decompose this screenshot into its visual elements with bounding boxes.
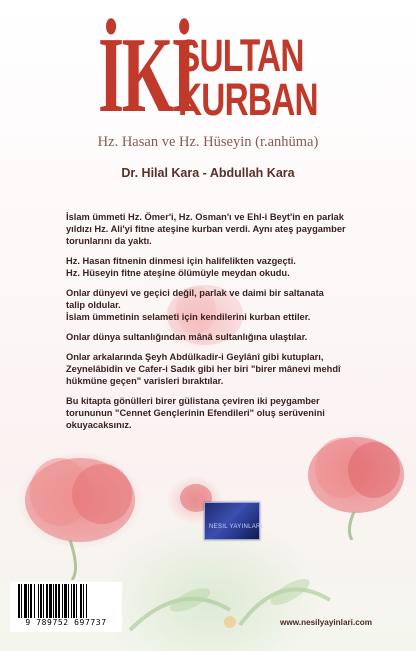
barcode-bar bbox=[43, 584, 44, 618]
title-sultan: SULTAN bbox=[178, 30, 304, 81]
blurb-paragraph bbox=[66, 396, 366, 431]
title-iki: İKİ bbox=[98, 16, 195, 135]
barcode-bar bbox=[62, 584, 63, 618]
blurb-line: Onlar dünya sultanlığından mânâ sultanlığına ulaştılar. bbox=[66, 331, 308, 342]
blurb-line: hükmüne geçen" varisleri bıraktılar. bbox=[66, 375, 224, 386]
blurb-line: okuyacaksınız. bbox=[66, 419, 132, 430]
hologram-sticker bbox=[204, 502, 263, 540]
blurb-line: Bu kitapta gönülleri birer gülistana çeviren iki peygamber bbox=[66, 396, 320, 407]
barcode-bar bbox=[68, 584, 69, 618]
barcode-bar bbox=[53, 584, 54, 618]
blurb-line: İslam ümmeti Hz. Ömer'i, Hz. Osman'ı ve Ehl-i Beyt'in en parlak bbox=[66, 212, 344, 222]
isbn-number: 9 789752 697737 bbox=[25, 618, 107, 627]
barcode-bar bbox=[73, 584, 75, 618]
barcode-bar bbox=[86, 584, 87, 618]
blurb-line: Onlar arkalarında Şeyh Abdülkadir-i Geylânî gibi kutupları, bbox=[66, 352, 324, 363]
barcode-bar bbox=[18, 584, 20, 618]
title-block bbox=[0, 0, 416, 135]
sticker-label: NESIL YAYINLARI bbox=[209, 524, 263, 530]
barcode-bar bbox=[46, 584, 48, 618]
barcode-bar bbox=[71, 584, 72, 618]
blurb-line: torununun "Cennet Gençlerinin Efendileri" oluş serüvenini bbox=[66, 407, 325, 418]
title-kurban: KURBAN bbox=[178, 74, 318, 125]
blurb-paragraph bbox=[66, 288, 366, 323]
blurb-line: Onlar dünyevi ve geçici değil, parlak ve daimi bir saltanata bbox=[66, 287, 324, 298]
blurb-line: yıldızı Hz. Ali'yi fitne ateşine kurban verdi. Aynı ateş paygamber bbox=[66, 223, 346, 234]
blurb-line: talip oldular. bbox=[66, 299, 121, 310]
barcode-bar bbox=[49, 584, 52, 618]
barcode-bar bbox=[30, 584, 32, 618]
barcode-bar bbox=[76, 584, 77, 618]
barcode-bar bbox=[28, 584, 29, 618]
blurb-line: Hz. Hasan fitnenin dinmesi için halifelikten vazgeçti. bbox=[66, 255, 296, 266]
book-subtitle: Hz. Hasan ve Hz. Hüseyin (r.anhüma) bbox=[97, 134, 319, 150]
blurb-line: İslam ümmetinin selameti için kendilerini kurban ettiler. bbox=[66, 311, 311, 322]
back-cover-blurb bbox=[66, 212, 366, 440]
publisher-website: www.nesilyayinlari.com bbox=[280, 618, 373, 627]
blurb-line: torunlarını da yaktı. bbox=[66, 235, 152, 246]
blurb-paragraph bbox=[66, 212, 366, 247]
blurb-line: Hz. Hüseyin fitne ateşine ölümüyle meydan okudu. bbox=[66, 267, 290, 278]
barcode-bar bbox=[24, 584, 27, 618]
barcode-bar bbox=[55, 584, 57, 618]
book-authors: Dr. Hilal Kara - Abdullah Kara bbox=[121, 166, 295, 180]
blurb-paragraph bbox=[66, 332, 366, 344]
barcode-bar bbox=[21, 584, 22, 618]
blurb-line: Zeynelâbidîn ve Cafer-i Sadık gibi her biri "birer mânevi mehdî bbox=[66, 363, 341, 374]
barcode-bar bbox=[80, 584, 82, 618]
barcode-bar bbox=[38, 584, 39, 618]
blurb-paragraph bbox=[66, 256, 366, 280]
barcode-bars-icon bbox=[16, 584, 116, 618]
barcode-bar bbox=[34, 584, 35, 618]
barcode-bar bbox=[64, 584, 67, 618]
blurb-paragraph bbox=[66, 352, 366, 387]
barcode-bar bbox=[83, 584, 84, 618]
barcode-bar bbox=[40, 584, 42, 618]
isbn-barcode bbox=[10, 582, 122, 632]
barcode-bar bbox=[58, 584, 60, 618]
